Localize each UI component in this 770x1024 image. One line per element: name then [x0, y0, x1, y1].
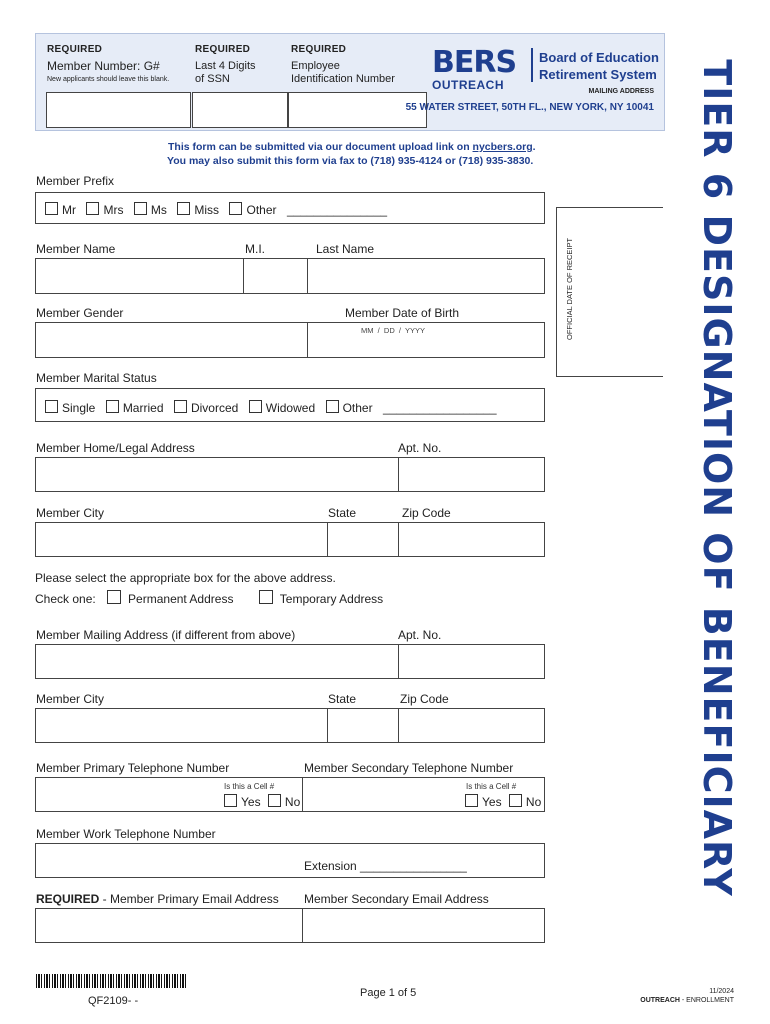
home-apt-label: Apt. No. [398, 441, 442, 455]
marital-widowed-option[interactable] [249, 400, 315, 415]
checkbox[interactable] [465, 794, 478, 807]
checkbox[interactable] [249, 400, 262, 413]
ssn-label: Last 4 Digits [195, 60, 256, 72]
option-label: Yes [241, 795, 261, 809]
home-address-field[interactable] [35, 457, 545, 492]
primary-cell-yes[interactable] [224, 794, 261, 809]
ssn-field[interactable] [192, 92, 288, 128]
divider [398, 458, 399, 491]
divider [398, 645, 399, 678]
mi-label: M.I. [245, 242, 265, 256]
page-number: Page 1 of 5 [360, 987, 417, 999]
phone-field[interactable] [35, 777, 545, 812]
marital-divorced-option[interactable] [174, 400, 238, 415]
footer-dept-bold: OUTREACH [640, 997, 680, 1004]
mailing-state-label: State [328, 692, 357, 706]
primary-cell-options [224, 794, 306, 809]
option-label: No [284, 795, 301, 809]
required-tag: REQUIRED [47, 44, 103, 55]
notice-text: This form can be submitted via our document upload link on [168, 141, 473, 153]
option-label: Widowed [265, 401, 316, 415]
divider [327, 709, 328, 742]
member-number-field[interactable] [46, 92, 191, 128]
prefix-miss-option[interactable] [177, 202, 219, 217]
divider [398, 523, 399, 556]
last-name-label: Last Name [316, 242, 375, 256]
required-tag: REQUIRED [291, 44, 347, 55]
secondary-cell-no[interactable] [509, 794, 541, 809]
extension-label[interactable]: Extension ________________ [304, 859, 467, 873]
checkbox[interactable] [45, 400, 58, 413]
checkbox[interactable] [268, 794, 281, 807]
checkbox[interactable] [134, 202, 147, 215]
home-state-label: State [328, 506, 357, 520]
home-city-field[interactable] [35, 522, 545, 557]
divider [307, 259, 308, 293]
divider [302, 909, 303, 942]
work-phone-field[interactable] [35, 843, 545, 878]
secondary-cell-question: Is this a Cell # [466, 782, 517, 791]
ssn-label-2: of SSN [195, 73, 230, 85]
required-tag: REQUIRED [195, 44, 251, 55]
checkbox[interactable] [107, 590, 121, 604]
home-address-label: Member Home/Legal Address [36, 441, 195, 455]
footer-dept [640, 997, 734, 1004]
page-title [690, 38, 744, 918]
prefix-mr-option[interactable] [45, 202, 76, 217]
divider [398, 709, 399, 742]
home-zip-label: Zip Code [402, 506, 451, 520]
mailing-zip-label: Zip Code [400, 692, 449, 706]
home-city-label: Member City [36, 506, 105, 520]
primary-cell-no[interactable] [268, 794, 300, 809]
checkbox[interactable] [106, 400, 119, 413]
work-phone-label: Member Work Telephone Number [36, 827, 216, 841]
option-label: Mr [62, 203, 76, 217]
checkbox[interactable] [45, 202, 58, 215]
bers-logo [432, 45, 517, 92]
prefix-row [35, 192, 545, 224]
prefix-other-option[interactable] [229, 202, 276, 217]
marital-single-option[interactable] [45, 400, 95, 415]
marital-row [35, 388, 545, 422]
required-tag: REQUIRED [36, 892, 100, 906]
prefix-label: Member Prefix [36, 174, 115, 188]
checkbox[interactable] [326, 400, 339, 413]
logo-divider [531, 48, 533, 82]
option-label: Yes [482, 795, 502, 809]
page-title-text: TIER 6 DESIGNATION OF BENEFICIARY [695, 59, 739, 897]
gender-dob-field[interactable] [35, 322, 545, 358]
prefix-ms-option[interactable] [134, 202, 167, 217]
option-label: Temporary Address [279, 592, 384, 606]
notice-line-2: You may also submit this form via fax to (718) 935-4124 or (718) 935-3830. [167, 155, 534, 167]
member-number-note: New applicants should leave this blank. [47, 76, 170, 83]
mailing-label: MAILING ADDRESS [588, 88, 654, 95]
notice-period: . [532, 141, 536, 153]
option-label: Other [246, 203, 277, 217]
checkbox[interactable] [86, 202, 99, 215]
emp-id-label-2: Identification Number [291, 73, 395, 85]
option-label: Miss [194, 203, 220, 217]
dob-label: Member Date of Birth [345, 306, 460, 320]
checkbox[interactable] [259, 590, 273, 604]
emp-id-label: Employee [291, 60, 340, 72]
mailing-address: 55 WATER STREET, 50TH FL., NEW YORK, NY 10041 [405, 102, 654, 113]
form-code: QF2109- - [88, 995, 139, 1007]
member-number-label: Member Number: G# [47, 59, 160, 73]
member-name-label: Member Name [36, 242, 116, 256]
mailing-address-field[interactable] [35, 644, 545, 679]
address-type-row [35, 590, 389, 606]
secondary-cell-options [465, 794, 547, 809]
barcode [36, 974, 188, 988]
permanent-address-option[interactable] [107, 590, 233, 606]
option-label: Divorced [190, 401, 239, 415]
header-panel [35, 33, 665, 131]
checkbox[interactable] [229, 202, 242, 215]
logo-name-1: Board of Education [539, 50, 659, 65]
footer-dept-rest: - ENROLLMENT [679, 997, 734, 1004]
divider [307, 323, 308, 357]
gender-label: Member Gender [36, 306, 124, 320]
mailing-address-label: Member Mailing Address (if different from above) [36, 628, 296, 642]
option-label: Ms [150, 203, 167, 217]
primary-cell-question: Is this a Cell # [224, 782, 275, 791]
marital-married-option[interactable] [106, 400, 164, 415]
temporary-address-option[interactable] [259, 590, 383, 606]
primary-phone-label: Member Primary Telephone Number [36, 761, 230, 775]
option-label: Other [342, 401, 373, 415]
prefix-other-line[interactable]: _______________ [286, 203, 388, 217]
option-label: Permanent Address [128, 592, 234, 606]
secondary-cell-yes[interactable] [465, 794, 502, 809]
mailing-city-field[interactable] [35, 708, 545, 743]
divider [243, 259, 244, 293]
member-name-field[interactable] [35, 258, 545, 294]
notice-line-1 [168, 141, 536, 153]
logo-sub: OUTREACH [432, 78, 504, 92]
checkbox[interactable] [174, 400, 187, 413]
prefix-mrs-option[interactable] [86, 202, 123, 217]
option-label: Single [62, 401, 96, 415]
option-label: Mrs [103, 203, 124, 217]
secondary-email-label: Member Secondary Email Address [304, 892, 489, 906]
logo-letters: BERS [432, 45, 517, 80]
logo-name-2: Retirement System [539, 67, 657, 82]
official-receipt-box [556, 207, 663, 377]
receipt-label: OFFICIAL DATE OF RECEIPT [565, 237, 574, 340]
email-field[interactable] [35, 908, 545, 943]
check-one-label: Check one: [35, 592, 96, 606]
primary-email-label [36, 892, 279, 906]
marital-other-line[interactable]: _________________ [383, 401, 497, 415]
secondary-phone-label: Member Secondary Telephone Number [304, 761, 514, 775]
marital-label: Member Marital Status [36, 371, 157, 385]
checkbox[interactable] [509, 794, 522, 807]
mailing-apt-label: Apt. No. [398, 628, 442, 642]
option-label: No [525, 795, 542, 809]
footer-date: 11/2024 [709, 988, 734, 995]
nycbers-link[interactable]: nycbers.org [472, 141, 533, 153]
option-label: Married [122, 401, 164, 415]
divider [327, 523, 328, 556]
primary-email-text: - Member Primary Email Address [99, 892, 279, 906]
marital-other-option[interactable] [326, 400, 373, 415]
checkbox[interactable] [177, 202, 190, 215]
dob-placeholder: MM / DD / YYYY [361, 326, 426, 335]
checkbox[interactable] [224, 794, 237, 807]
mailing-city-label: Member City [36, 692, 105, 706]
address-type-instructions: Please select the appropriate box for the above address. [35, 571, 336, 585]
